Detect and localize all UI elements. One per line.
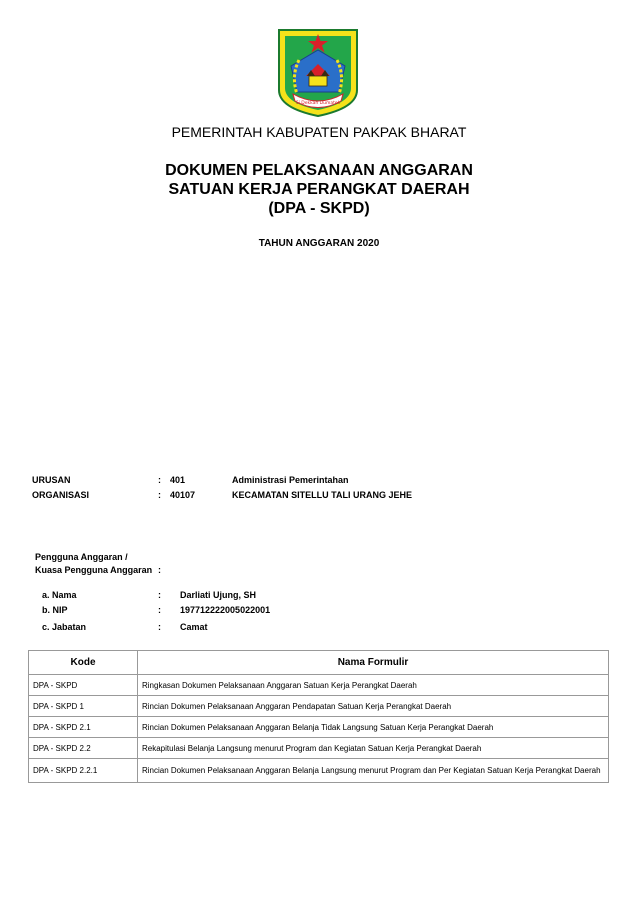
form-code: DPA - SKPD 2.2 — [29, 738, 138, 759]
organisasi-name: KECAMATAN SITELLU TALI URANG JEHE — [232, 490, 412, 500]
table-row — [29, 717, 609, 738]
form-name: Rekapitulasi Belanja Langsung menurut Program dan Kegiatan Satuan Kerja Perangkat Daerah — [138, 738, 609, 759]
officer-position-value: Camat — [180, 622, 208, 632]
document-title-line3: (DPA - SKPD) — [268, 200, 370, 217]
organisasi-separator: : — [158, 490, 161, 500]
officer-name-value: Darliati Ujung, SH — [180, 590, 257, 600]
form-code: DPA - SKPD 1 — [29, 696, 138, 717]
form-name: Ringkasan Dokumen Pelaksanaan Anggaran Satuan Kerja Perangkat Daerah — [138, 675, 609, 696]
officer-name-separator: : — [158, 590, 161, 600]
organisasi-code: 40107 — [170, 490, 196, 500]
urusan-name: Administrasi Pemerintahan — [232, 475, 349, 485]
urusan-code: 401 — [170, 475, 186, 485]
table-row — [29, 759, 609, 783]
budget-user-heading-separator: : — [158, 565, 161, 575]
form-name: Rincian Dokumen Pelaksanaan Anggaran Belanja Langsung menurut Program dan Per Kegiatan Satuan Kerja Perangkat Daerah — [138, 759, 609, 783]
officer-position-label: c. Jabatan — [42, 622, 87, 632]
form-code: DPA - SKPD — [29, 675, 138, 696]
government-name: PEMERINTAH KABUPATEN PAKPAK BHARAT — [171, 124, 467, 140]
regency-emblem-logo — [277, 28, 359, 118]
emblem-motto: Si Dekkah Dumatek — [295, 101, 341, 106]
budget-user-heading-line1: Pengguna Anggaran / — [35, 552, 128, 562]
officer-position-separator: : — [158, 622, 161, 632]
budget-year: TAHUN ANGGARAN 2020 — [258, 238, 380, 249]
form-code: DPA - SKPD 2.1 — [29, 717, 138, 738]
officer-nip-label: b. NIP — [42, 605, 68, 615]
form-name: Rincian Dokumen Pelaksanaan Anggaran Pendapatan Satuan Kerja Perangkat Daerah — [138, 696, 609, 717]
urusan-separator: : — [158, 475, 161, 485]
form-code: DPA - SKPD 2.2.1 — [29, 759, 138, 783]
table-row — [29, 696, 609, 717]
document-title-line2: SATUAN KERJA PERANGKAT DAERAH — [168, 181, 470, 198]
table-row — [29, 675, 609, 696]
column-header-kode: Kode — [29, 651, 138, 675]
urusan-label: URUSAN — [32, 475, 71, 485]
budget-user-heading-line2: Kuasa Pengguna Anggaran — [35, 565, 153, 575]
table-row — [29, 738, 609, 759]
document-title-line1: DOKUMEN PELAKSANAAN ANGGARAN — [165, 162, 473, 179]
officer-nip-separator: : — [158, 605, 161, 615]
form-name: Rincian Dokumen Pelaksanaan Anggaran Belanja Tidak Langsung Satuan Kerja Perangkat Daerah — [138, 717, 609, 738]
table-header-row — [29, 651, 609, 675]
officer-nip-value: 197712222005022001 — [180, 605, 271, 615]
forms-table — [28, 650, 609, 783]
officer-name-label: a. Nama — [42, 590, 77, 600]
column-header-nama-formulir: Nama Formulir — [138, 651, 609, 675]
organisasi-label: ORGANISASI — [32, 490, 90, 500]
